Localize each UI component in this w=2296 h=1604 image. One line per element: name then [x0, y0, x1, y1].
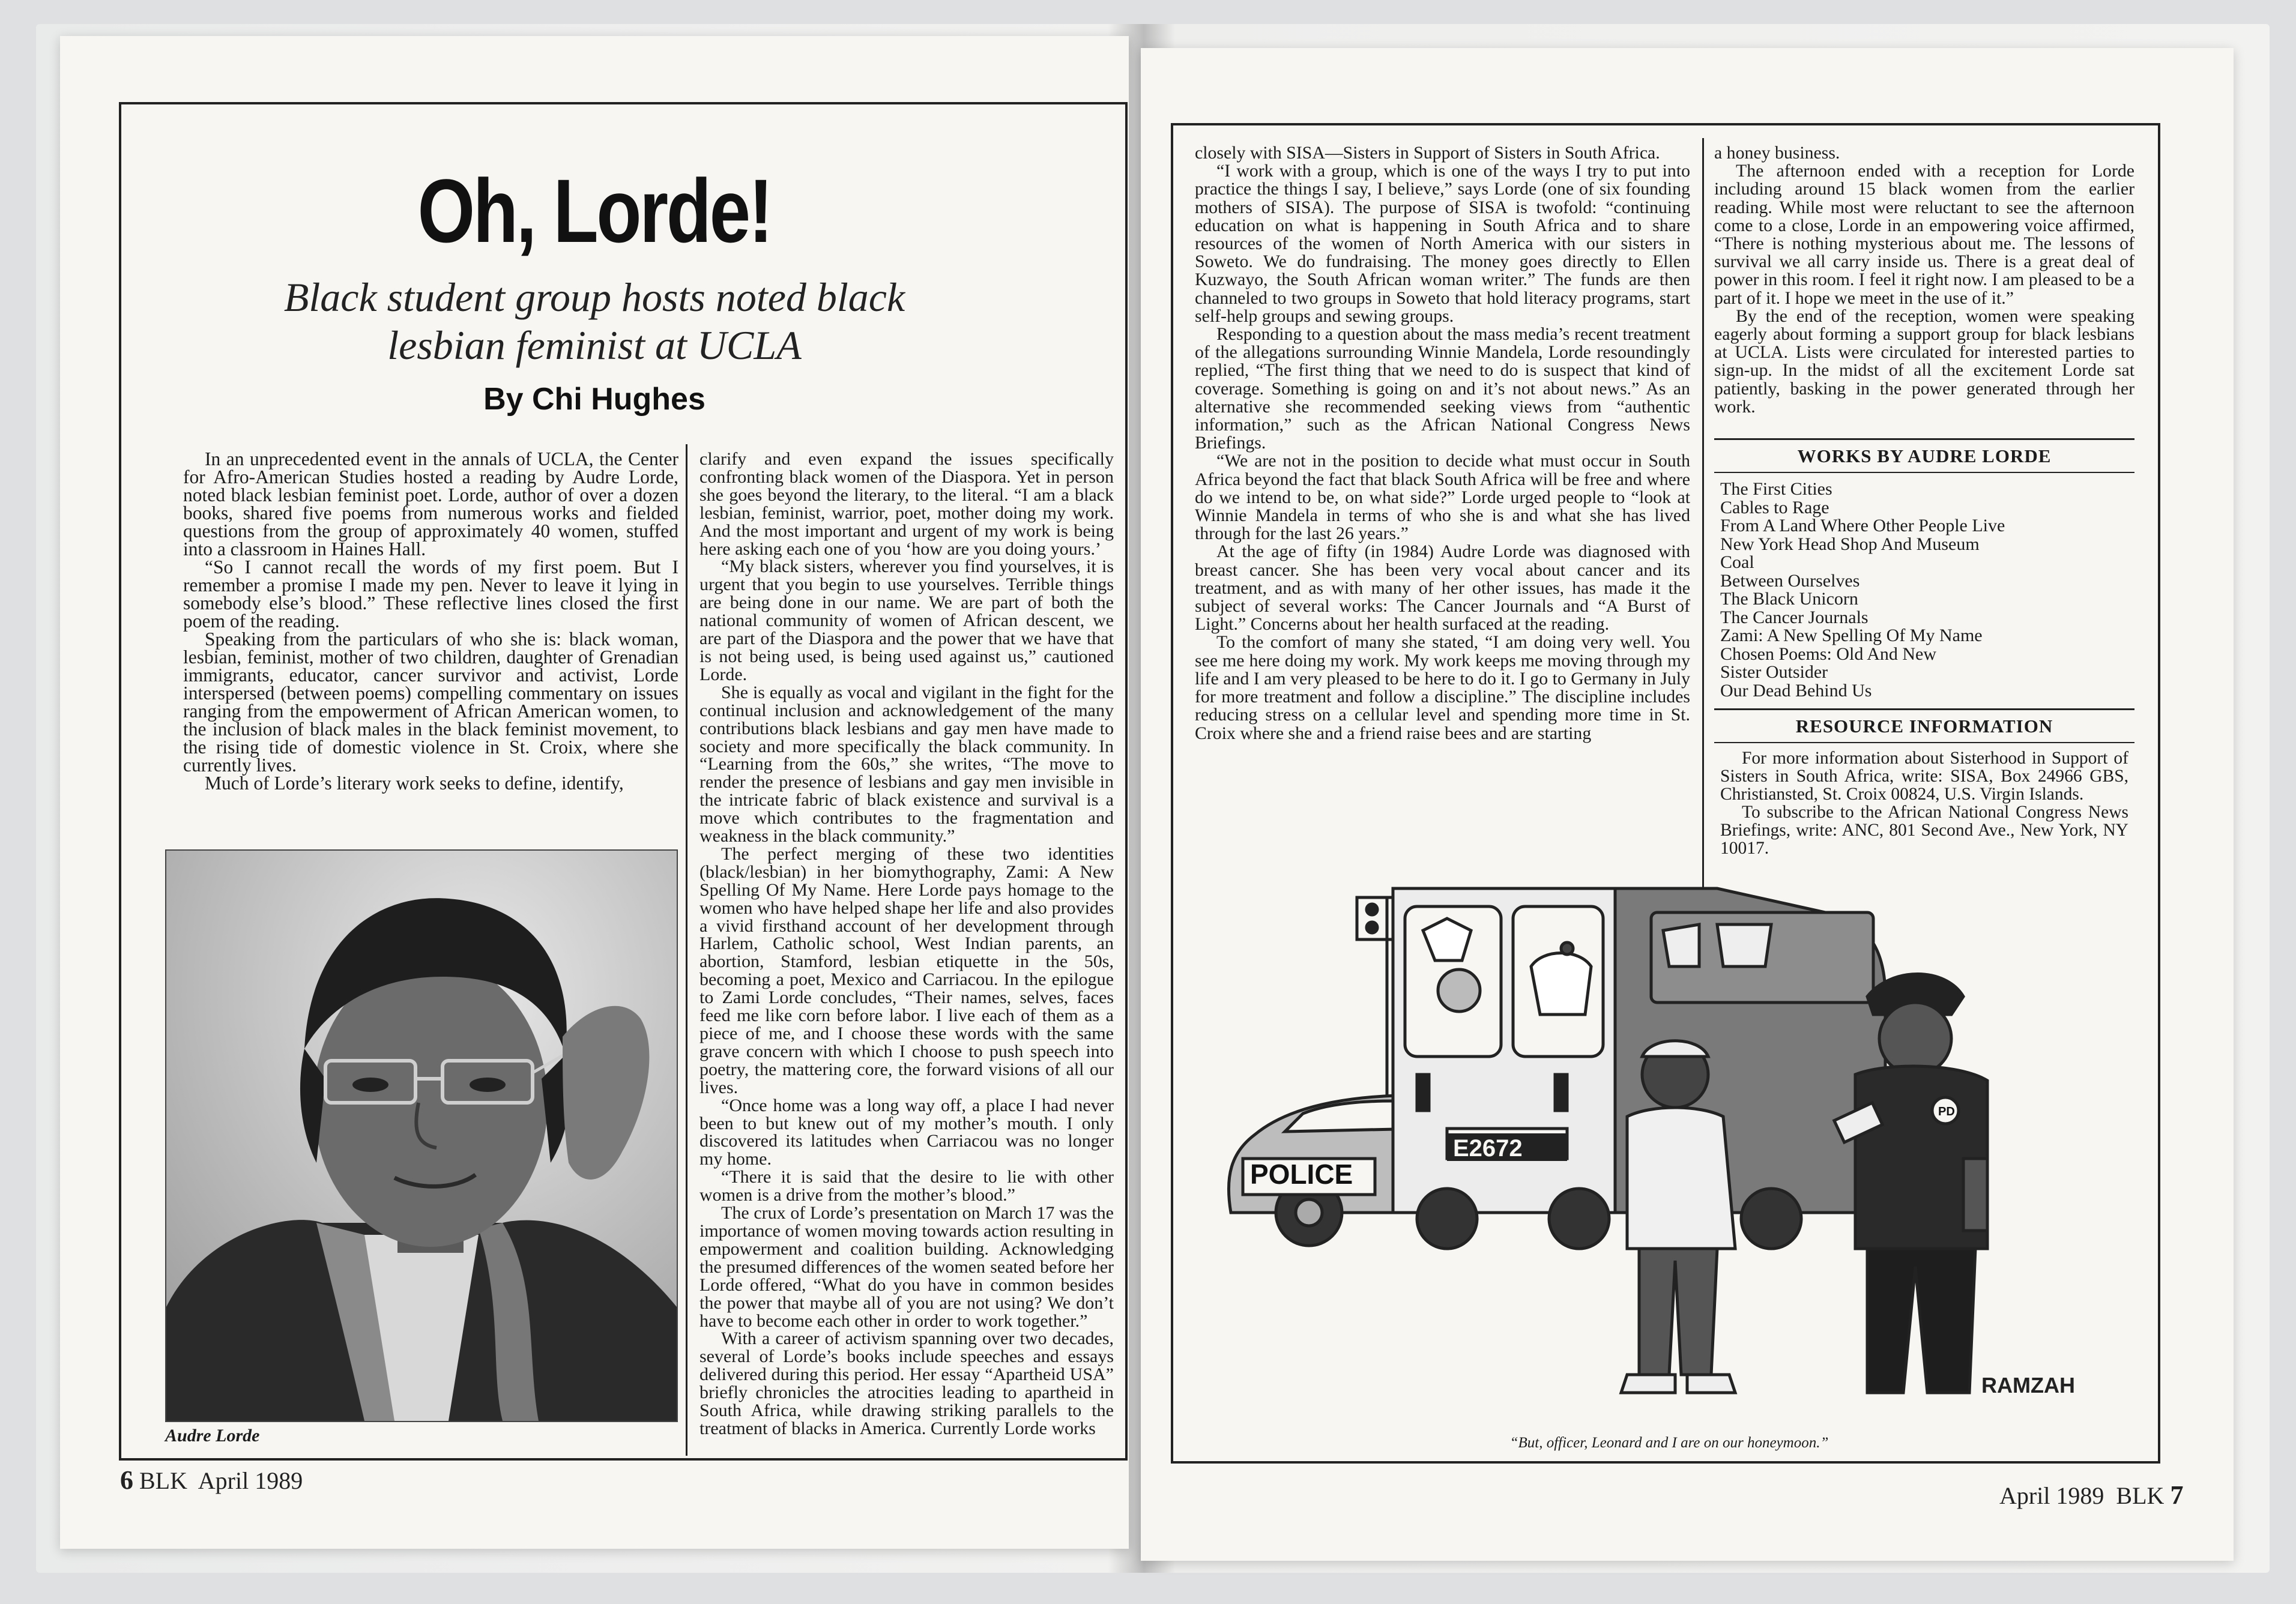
- list-item: Cables to Rage: [1720, 497, 1829, 517]
- sidebar-rule: [1714, 708, 2134, 710]
- artist-signature: RAMZAH: [1981, 1373, 2075, 1397]
- list-item: Coal: [1720, 552, 1754, 572]
- list-item: Our Dead Behind Us: [1720, 680, 1872, 701]
- paragraph: To the comfort of many she stated, “I am doing very well. You see me here doing my work. My work keeps me moving through my life and I am very pleased to be here to do it. I go to Germany in July for more treatment and follow a discipline.” The discipline includes reducing stress on a cellular level and spending more time in St. Croix where she and a friend raise bees and are starting: [1195, 632, 1690, 743]
- paragraph: Responding to a question about the mass media’s recent treatment of the allegations surrounding Winnie Mandela, Lorde resoundingly replied, “The first thing that we need to do is suspect that kind of coverage. Something is going on and it’s not about news.” As an alternative she recommended seeking views from “authentic information,” such as the African National Congress News Briefings.: [1195, 324, 1690, 453]
- article-byline: By Chi Hughes: [483, 382, 705, 417]
- left-column-1: [183, 450, 678, 792]
- article-title: Oh, Lorde!: [417, 160, 772, 261]
- page-number: 6: [120, 1465, 133, 1495]
- article-subtitle-line2: lesbian feminist at UCLA: [387, 322, 802, 368]
- folio-text: BLK April 1989: [139, 1467, 303, 1494]
- photo-caption: Audre Lorde: [165, 1426, 260, 1446]
- paragraph: “We are not in the position to decide what must occur in South Africa beyond the fact that black South Africa will be free and where do we intend to be, on what side?” Lorde urged people to “look at Winnie Mandela in terms of who she is and what she has lived through for the last 26 years.”: [1195, 451, 1690, 544]
- list-item: Zami: A New Spelling Of My Name: [1720, 626, 1983, 645]
- cartoon-illustration: [1195, 876, 2143, 1405]
- list-item: The First Cities: [1720, 479, 1832, 499]
- license-plate: E2672: [1453, 1135, 1523, 1162]
- list-item: Between Ourselves: [1720, 570, 1860, 591]
- resource-heading: RESOURCE INFORMATION: [1795, 716, 2053, 737]
- column-divider: [686, 444, 687, 1456]
- paragraph: clarify and even expand the issues specifically confronting black women of the Diaspora. Yet in person she goes beyond the literary, to the literal. “I am a black lesbian, feminist, warrior, poet, mother doing my work. And the most important and urgent of my work is being here asking each one of you ‘how are you doing yours.’: [699, 449, 1114, 559]
- paragraph: In an unprecedented event in the annals of UCLA, the Center for Afro-American Studies hosted a reading by Audre Lorde, noted black lesbian feminist poet. Lorde, author of over a dozen books, shared five poems from numerous works and fielded questions from the group of approximately 40 women, stuffed into a classroom in Haines Hall.: [183, 448, 678, 559]
- paragraph: At the age of fifty (in 1984) Audre Lorde was diagnosed with breast cancer. She has been very vocal about cancer and its treatment, and as with many of her other issues, has made it the subject of several works: The Cancer Journals and “A Burst of Light.” Concerns about her health surfaced at the reading.: [1195, 541, 1690, 635]
- column-divider: [1702, 138, 1704, 942]
- sidebar-rule: [1714, 472, 2134, 473]
- author-photo: [165, 849, 678, 1422]
- paragraph: The perfect merging of these two identities (black/lesbian) in her biomythography, Zami: A New Spelling Of My Name. Here Lorde pays homage to the women who have helped shape her life and also provides a vivid firsthand account of her development through Harlem, Catholic school, West Indian parents, an abortion, Stamford, lesbian etiquette in the 50s, becoming a poet, Mexico and Carriacou. In the epilogue to Zami Lorde concludes, “Their names, selves, faces feed me like corn before labor. I live each of them as a piece of me, and I choose these words with the same grave concern with which I choose to push speech into poetry, the mattering core, the forward visions of all our lives.: [699, 843, 1114, 1097]
- paragraph: The afternoon ended with a reception for Lorde including around 15 black women from the earlier reading. While most were reluctant to see the afternoon come to a close, Lorde in an empowering voice affirmed, “There is nothing mysterious about me. The lessons of survival we all carry inside us. There is a great deal of power in this room. I feel it right now. I am pleased to be a part of it. I hope we meet in the use of it.”: [1714, 161, 2134, 308]
- paragraph: “So I cannot recall the words of my first poem. But I remember a promise I made my pen. Never to leave it lying in somebody else’s blood.” These reflective lines closed the first poem of the reading.: [183, 556, 678, 632]
- paragraph: By the end of the reception, women were speaking eagerly about forming a support group for black lesbians at UCLA. Lists were circulated for interested parties to sign-up. In the midst of all the excitement Lorde sat patiently, basking in the power generated through her work.: [1714, 306, 2134, 417]
- article-subtitle-line1: Black student group hosts noted black: [283, 274, 905, 320]
- left-column-2: [699, 450, 1114, 1438]
- paragraph: Much of Lorde’s literary work seeks to define, identify,: [205, 773, 624, 794]
- police-car-text: POLICE: [1250, 1159, 1353, 1190]
- list-item: The Black Unicorn: [1720, 589, 1858, 609]
- page-number: 7: [2170, 1480, 2184, 1510]
- officer-badge-text: PD: [1938, 1105, 1955, 1118]
- paragraph: The crux of Lorde’s presentation on March 17 was the importance of women moving towards action resulting in empowerment and coalition building. Acknowledging the presumed differences of the women seated before her Lorde offered, “What do you have in common besides the power that maybe all of you are not using? We don’t have to become each other in order to work together.”: [699, 1203, 1114, 1331]
- paragraph: “Once home was a long way off, a place I had never been to but knew out of my mother’s mouth. I only discovered its latitudes when Carriacou was no longer my home.: [699, 1095, 1114, 1169]
- paragraph: “I work with a group, which is one of the ways I try to put into practice the things I say, I believe,” says Lorde (one of six founding mothers of SISA). The purpose of SISA is twofold: “continuing education on what is happening in South Africa and to share resources of the women of North America with our sisters in Soweto. We do fundraising. The money goes directly to Ellen Kuzwayo, the South African woman writer.” The funds are then channeled to two groups in Soweto that hold literacy programs, start self-help groups and sewing groups.: [1195, 161, 1690, 326]
- resource-sidebar: [1714, 708, 2134, 858]
- paragraph: a honey business.: [1714, 143, 1840, 163]
- paragraph: closely with SISA—Sisters in Support of Sisters in South Africa.: [1195, 143, 1660, 163]
- works-heading: WORKS BY AUDRE LORDE: [1797, 445, 2052, 466]
- right-page: [1141, 48, 2234, 1561]
- list-item: New York Head Shop And Museum: [1720, 534, 1980, 554]
- right-column-1: [1195, 144, 1690, 743]
- paragraph: To subscribe to the African National Congress News Briefings, write: ANC, 801 Second Ave., New York, NY 10017.: [1720, 803, 2128, 858]
- portrait-illustration: [166, 851, 677, 1421]
- list-item: From A Land Where Other People Live: [1720, 516, 2005, 535]
- list-item: Chosen Poems: Old And New: [1720, 644, 1936, 664]
- left-page: [60, 36, 1129, 1549]
- folio-text: April 1989 BLK: [1999, 1482, 2165, 1509]
- list-item: The Cancer Journals: [1720, 607, 1869, 627]
- left-folio: [120, 1465, 303, 1495]
- resource-text: [1720, 749, 2128, 857]
- right-column-2: [1714, 144, 2134, 416]
- sidebar-rule: [1714, 438, 2134, 440]
- paragraph: For more information about Sisterhood in Support of Sisters in South Africa, write: SISA, Box 24966 GBS, Christiansted, St. Croix 00824, U.S. Virgin Islands.: [1720, 749, 2128, 804]
- paragraph: With a career of activism spanning over two decades, several of Lorde’s books include speeches and essays delivered during this period. Her essay “Apartheid USA” briefly chronicles the atrocities leading to apartheid in South Africa, while drawing striking parallels to the treatment of blacks in America. Currently Lorde works: [699, 1328, 1114, 1438]
- paragraph: She is equally as vocal and vigilant in the fight for the continual inclusion and acknowledgement of the many contributions black lesbians and gay men have made to society and more specifically the black community. In “Learning from the 60s,” she writes, “The move to render the presence of lesbians and gay men invisible in the intricate fabric of black existence and survival is a move which contributes to the fragmentation and weakness in the black community.”: [699, 682, 1114, 846]
- cartoon-drawing: [1195, 876, 2143, 1405]
- right-folio: [1999, 1480, 2183, 1510]
- paragraph: “My black sisters, wherever you find yourselves, it is urgent that you begin to use yourselves. Terrible things are being done in our name. We are part of both the national community of women of African descent, we are part of the Diaspora and the power that we have that is not being used, is being used against us,” cautioned Lorde.: [699, 556, 1114, 684]
- list-item: Sister Outsider: [1720, 662, 1828, 682]
- cartoon-caption: “But, officer, Leonard and I are on our honeymoon.”: [1509, 1435, 1829, 1451]
- sidebar-rule: [1714, 742, 2134, 743]
- works-list: [1720, 480, 2128, 700]
- paragraph: “There it is said that the desire to lie with other women is a drive from the mother’s blood.”: [699, 1167, 1114, 1205]
- paragraph: Speaking from the particulars of who she is: black woman, lesbian, feminist, mother of two children, daughter of Grenadian immigrants, educator, cancer survivor and activist, Lorde interspersed (between poems) compelling commentary on issues ranging from the empowerment of African American women, to the inclusion of black males in the black feminist movement, to the rising tide of domestic violence in St. Croix, where she currently lives.: [183, 629, 678, 776]
